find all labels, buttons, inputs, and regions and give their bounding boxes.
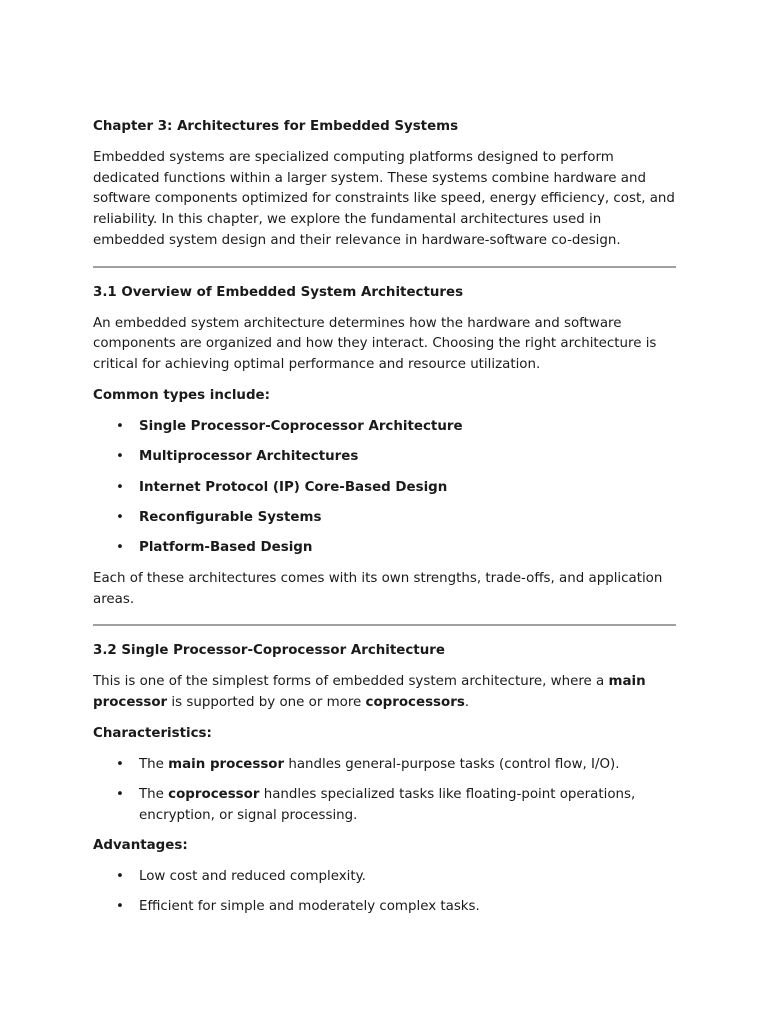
- characteristics-label: Characteristics:: [93, 725, 212, 741]
- chapter-title: Chapter 3: Architectures for Embedded Systems: [93, 119, 459, 134]
- common-types-label: Common types include:: [93, 387, 270, 403]
- bullet-icon: •: [116, 899, 124, 915]
- list-item-text: Multiprocessor Architectures: [139, 449, 359, 465]
- list-item-text: Internet Protocol (IP) Core-Based Design: [139, 479, 448, 495]
- section-3-2-title: 3.2 Single Processor-Coprocessor Architecture: [93, 643, 445, 659]
- section-3-1-closing: Each of these architectures comes with its own strengths, trade-offs, and application areas.: [93, 570, 663, 607]
- bullet-icon: •: [116, 540, 124, 556]
- section-3-1-title: 3.1 Overview of Embedded System Architectures: [93, 284, 464, 300]
- advantages-label: Advantages:: [93, 838, 188, 854]
- list-item: [93, 755, 676, 776]
- bullet-icon: •: [116, 786, 124, 802]
- section-divider: [93, 624, 676, 626]
- list-item-text: Single Processor-Coprocessor Architecture: [139, 418, 463, 434]
- section-3-2-paragraph: [93, 672, 676, 714]
- intro-paragraph: Embedded systems are specialized computing platforms designed to perform dedicated functions within a larger system. These systems combine hardware and software components optimized for constraints like speed, energy efficiency, cost, and reliability. In this chapter, we explore the fundamental architectures used in embedded system design and their relevance in hardware-software co-design.: [93, 149, 675, 248]
- characteristics-list: [93, 755, 676, 827]
- list-item-text: handles general-purpose tasks (control flow, I/O).: [284, 756, 620, 772]
- para-text: .: [464, 694, 470, 710]
- document-page: [93, 117, 676, 928]
- bullet-icon: •: [116, 479, 124, 495]
- para-text: is supported by one or more: [167, 694, 366, 710]
- section-3-1-paragraph: An embedded system architecture determines how the hardware and software components are organized and how they interact. Choosing the right architecture is critical for achieving optimal performance and resource utilization.: [93, 315, 657, 373]
- bullet-icon: •: [116, 449, 124, 465]
- list-item: [93, 478, 676, 499]
- list-item: [93, 785, 676, 827]
- para-text: This is one of the simplest forms of embedded system architecture, where a: [93, 674, 609, 690]
- list-item-text: The: [139, 756, 169, 772]
- list-item: [93, 867, 676, 888]
- bullet-icon: •: [116, 418, 124, 434]
- list-item: [93, 897, 676, 918]
- list-item-text: Reconfigurable Systems: [139, 509, 322, 525]
- list-item: [93, 538, 676, 559]
- list-item-text: Platform-Based Design: [139, 540, 313, 556]
- list-item-text: The: [139, 786, 169, 802]
- section-divider: [93, 266, 676, 268]
- list-item-text: handles specialized tasks like floating-point operations, encryption, or signal processing.: [139, 786, 636, 823]
- para-bold-text: coprocessors: [365, 694, 465, 710]
- list-item-text: Low cost and reduced complexity.: [139, 868, 366, 884]
- list-item-bold-text: coprocessor: [168, 786, 260, 802]
- list-item-text: Efficient for simple and moderately complex tasks.: [139, 899, 480, 915]
- bullet-icon: •: [116, 868, 124, 884]
- bullet-icon: •: [116, 756, 124, 772]
- para-bold-text: main processor: [93, 674, 646, 710]
- list-item: [93, 447, 676, 468]
- architecture-types-list: [93, 417, 676, 559]
- bullet-icon: •: [116, 509, 124, 525]
- list-item: [93, 508, 676, 529]
- list-item-bold-text: main processor: [168, 756, 285, 772]
- list-item: [93, 417, 676, 438]
- advantages-list: [93, 867, 676, 918]
